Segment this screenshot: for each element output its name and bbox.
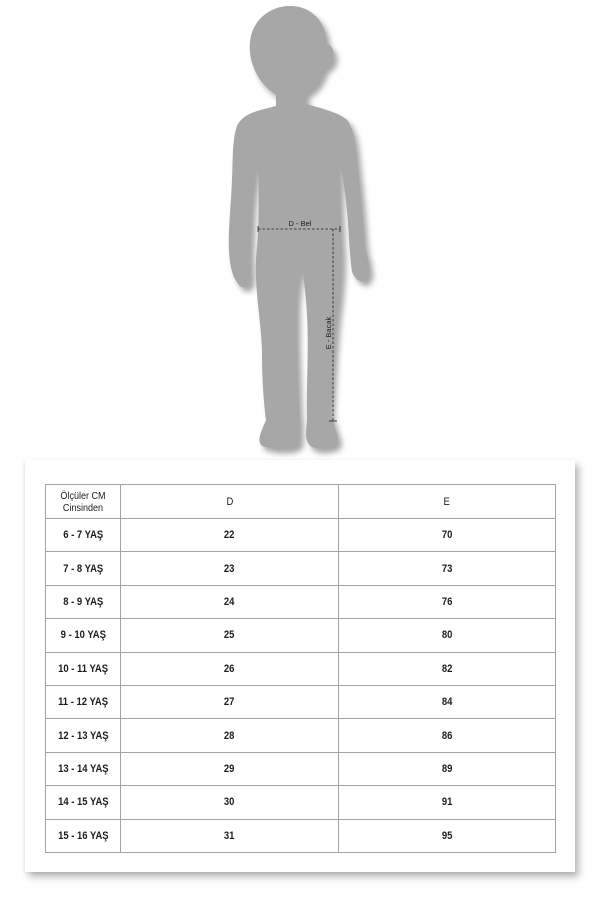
e-cell — [339, 619, 556, 652]
table-row — [46, 719, 556, 752]
d-value: 23 — [224, 562, 235, 575]
column-header-d — [121, 485, 339, 519]
d-cell — [121, 619, 339, 652]
size-table-card — [25, 460, 575, 872]
e-value: 95 — [441, 829, 453, 842]
d-value: 25 — [224, 629, 235, 642]
d-value: 30 — [224, 796, 235, 809]
e-cell — [339, 552, 556, 585]
e-value: 91 — [441, 796, 453, 809]
age-cell — [46, 719, 121, 752]
d-value: 22 — [224, 529, 235, 542]
age-cell — [46, 786, 121, 819]
table-row — [46, 552, 556, 585]
age-cell — [46, 652, 121, 685]
age-cell — [46, 752, 121, 785]
e-value: 80 — [441, 629, 453, 642]
table-row — [46, 685, 556, 718]
d-cell — [121, 786, 339, 819]
d-cell — [121, 719, 339, 752]
waist-label: D - Bel — [288, 219, 312, 228]
age-cell — [46, 685, 121, 718]
d-value: 24 — [224, 595, 235, 608]
unit-header — [46, 485, 121, 519]
d-cell — [121, 752, 339, 785]
table-row — [46, 585, 556, 618]
e-value: 82 — [441, 662, 453, 675]
e-value: 89 — [441, 762, 453, 775]
e-cell — [339, 685, 556, 718]
age-label: 8 - 9 YAŞ — [63, 595, 103, 608]
unit-header-line1: Ölçüler CM — [60, 489, 106, 502]
unit-header-line2: Cinsinden — [62, 501, 104, 514]
age-cell — [46, 819, 121, 852]
age-label: 9 - 10 YAŞ — [60, 629, 106, 642]
table-row — [46, 786, 556, 819]
d-cell — [121, 652, 339, 685]
table-row — [46, 652, 556, 685]
d-cell — [121, 585, 339, 618]
age-cell — [46, 585, 121, 618]
age-label: 10 - 11 YAŞ — [58, 662, 108, 675]
e-cell — [339, 652, 556, 685]
column-header-d-label: D — [226, 495, 233, 508]
d-value: 27 — [224, 696, 235, 709]
e-cell — [339, 786, 556, 819]
table-row — [46, 752, 556, 785]
e-cell — [339, 585, 556, 618]
e-value: 73 — [441, 562, 453, 575]
age-label: 7 - 8 YAŞ — [63, 562, 103, 575]
table-header-row — [46, 485, 556, 519]
e-value: 84 — [441, 696, 453, 709]
e-cell — [339, 519, 556, 552]
d-cell — [121, 519, 339, 552]
d-value: 26 — [224, 662, 235, 675]
column-header-e — [339, 485, 556, 519]
d-cell — [121, 819, 339, 852]
table-row — [46, 519, 556, 552]
table-row — [46, 619, 556, 652]
d-cell — [121, 685, 339, 718]
e-value: 76 — [441, 595, 453, 608]
column-header-e-label: E — [443, 495, 451, 508]
e-value: 86 — [441, 729, 453, 742]
d-cell — [121, 552, 339, 585]
d-value: 29 — [224, 762, 235, 775]
age-cell — [46, 519, 121, 552]
d-value: 31 — [224, 829, 235, 842]
age-label: 12 - 13 YAŞ — [57, 729, 109, 742]
age-label: 6 - 7 YAŞ — [63, 529, 103, 542]
e-cell — [339, 752, 556, 785]
leg-label: E - Bacak — [324, 316, 333, 350]
age-label: 14 - 15 YAŞ — [57, 796, 109, 809]
d-value: 28 — [224, 729, 235, 742]
age-label: 11 - 12 YAŞ — [58, 696, 108, 709]
age-label: 13 - 14 YAŞ — [57, 762, 109, 775]
e-value: 70 — [441, 529, 453, 542]
age-cell — [46, 619, 121, 652]
age-label: 15 - 16 YAŞ — [57, 829, 109, 842]
e-cell — [339, 719, 556, 752]
age-cell — [46, 552, 121, 585]
e-cell — [339, 819, 556, 852]
size-table — [45, 484, 556, 853]
table-row — [46, 819, 556, 852]
